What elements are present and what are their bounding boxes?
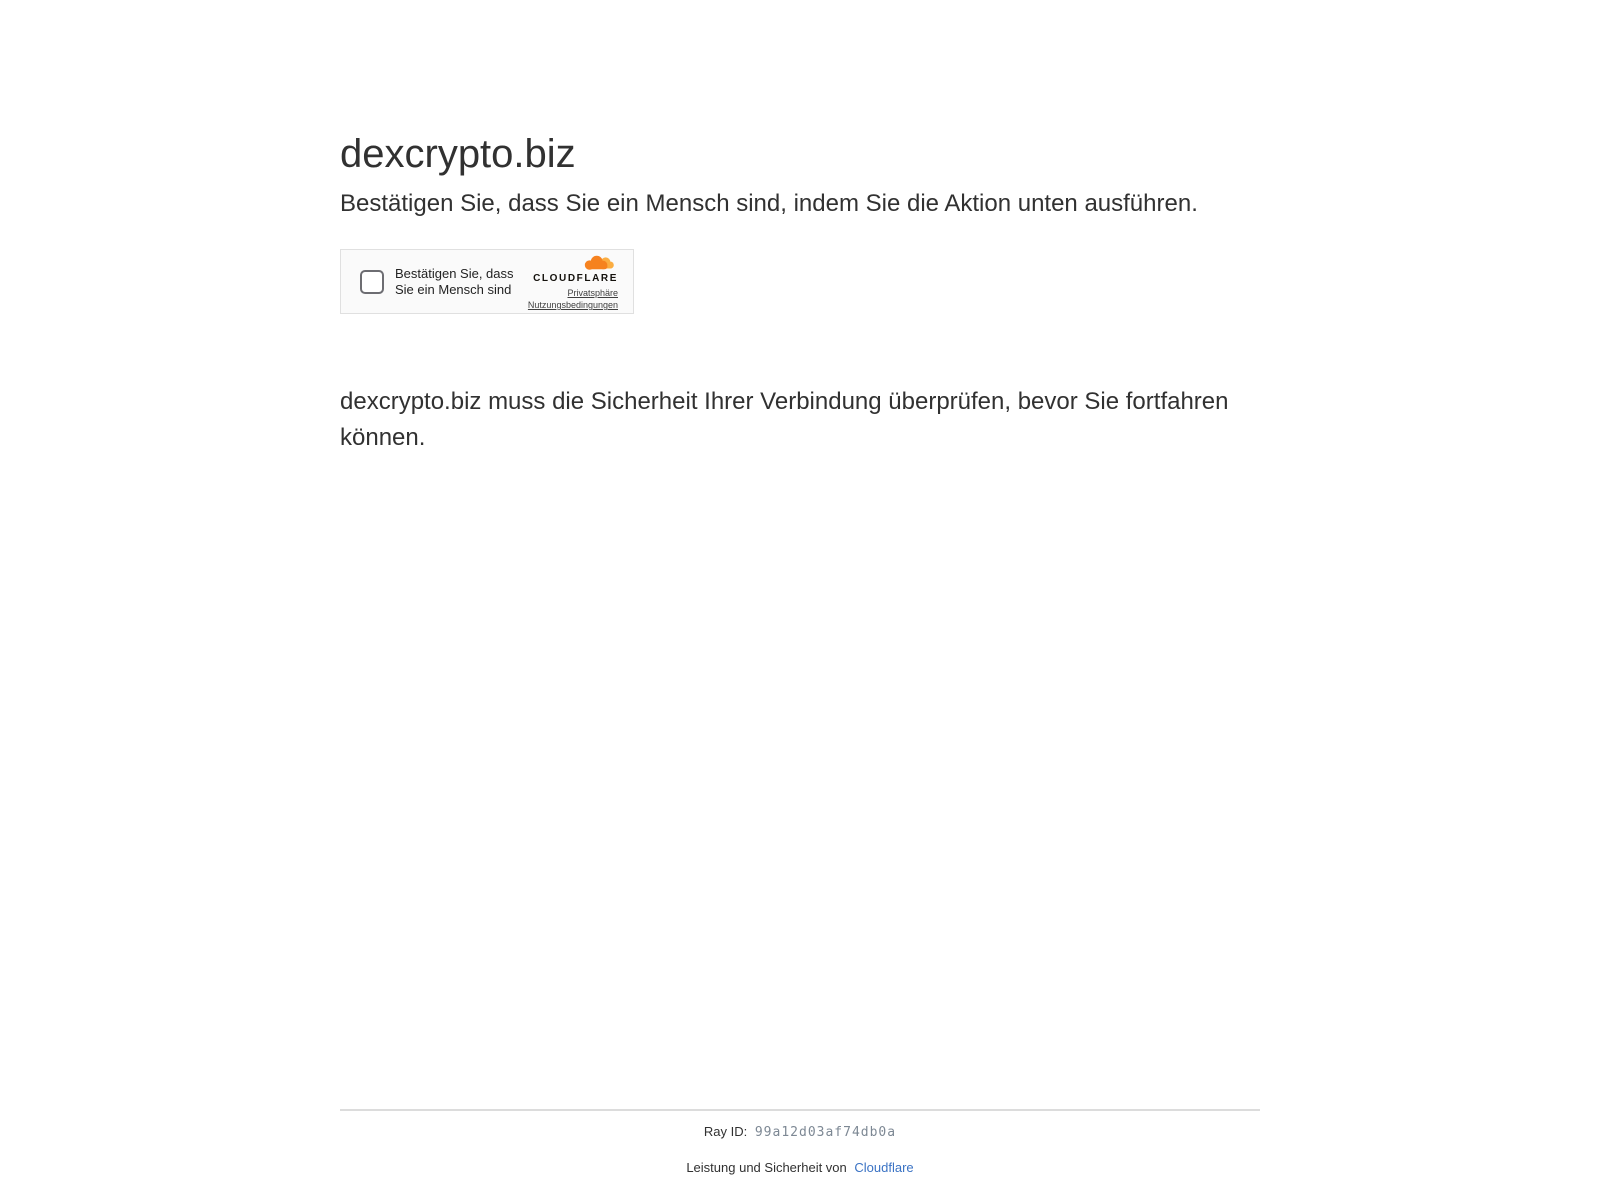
main-content bbox=[340, 0, 1260, 1109]
ray-id-label: Ray ID: bbox=[703, 1124, 748, 1139]
page-title: dexcrypto.biz bbox=[340, 132, 576, 176]
turnstile-widget bbox=[340, 249, 634, 314]
challenge-instruction: Bestätigen Sie, dass Sie ein Mensch sind, indem Sie die Aktion unten ausführen. bbox=[340, 190, 1198, 217]
ray-id-line bbox=[340, 1124, 1260, 1141]
performance-text: Leistung und Sicherheit von bbox=[686, 1160, 847, 1175]
cloudflare-cloud-icon bbox=[581, 253, 615, 272]
footer bbox=[340, 1109, 1260, 1200]
privacy-link[interactable]: Privatsphäre bbox=[567, 288, 618, 298]
checkbox-label: Bestätigen Sie, dass Sie ein Mensch sind bbox=[395, 265, 514, 297]
cloudflare-branding bbox=[528, 253, 618, 310]
performance-security-line bbox=[340, 1160, 1260, 1176]
ray-id-value: 99a12d03af74db0a bbox=[754, 1125, 897, 1140]
cloudflare-link[interactable]: Cloudflare bbox=[854, 1160, 914, 1175]
security-check-description: dexcrypto.biz muss die Sicherheit Ihrer Verbindung überprüfen, bevor Sie fortfahren können. bbox=[340, 388, 1229, 451]
terms-link[interactable]: Nutzungsbedingungen bbox=[527, 300, 618, 310]
cloudflare-wordmark: CLOUDFLARE bbox=[533, 273, 618, 284]
human-verification-checkbox[interactable] bbox=[360, 270, 384, 294]
